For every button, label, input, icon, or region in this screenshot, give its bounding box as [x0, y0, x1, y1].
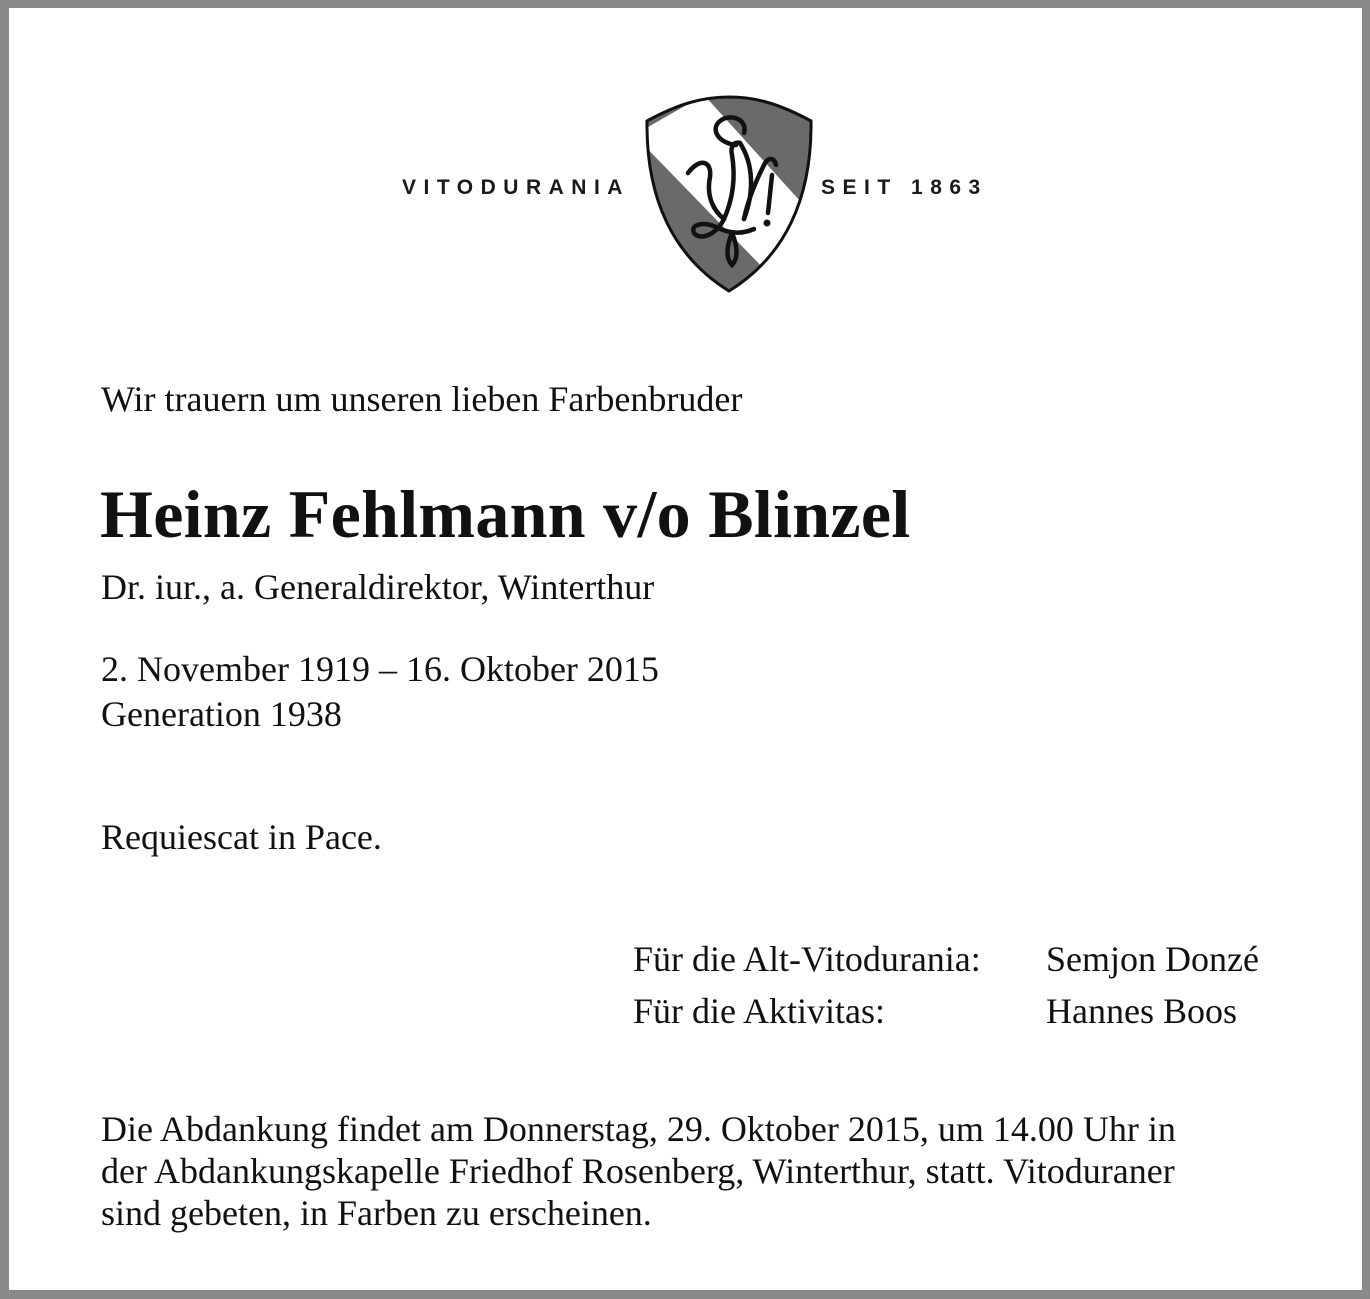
- signature-name-aktivitas: Hannes Boos: [1046, 991, 1237, 1031]
- funeral-line: sind gebeten, in Farben zu erscheinen.: [101, 1193, 652, 1233]
- intro-text: Wir trauern um unseren lieben Farbenbruder: [101, 379, 743, 419]
- shield-crest-icon: [644, 95, 814, 293]
- closing-text: Requiescat in Pace.: [101, 817, 382, 857]
- generation-text: Generation 1938: [101, 694, 342, 734]
- funeral-line: Die Abdankung findet am Donnerstag, 29. Oktober 2015, um 14.00 Uhr in: [101, 1109, 1176, 1149]
- funeral-notice: [101, 1108, 1301, 1234]
- deceased-titles: Dr. iur., a. Generaldirektor, Winterthur: [101, 567, 655, 607]
- logo-left-text: VITODURANIA: [402, 176, 630, 199]
- logo-right-text: SEIT 1863: [821, 176, 988, 199]
- signature-name-alt: Semjon Donzé: [1046, 939, 1259, 979]
- deceased-name: Heinz Fehlmann v/o Blinzel: [100, 476, 911, 552]
- signature-label-aktivitas: Für die Aktivitas:: [633, 991, 885, 1031]
- signature-label-alt: Für die Alt-Vitodurania:: [633, 939, 981, 979]
- funeral-line: der Abdankungskapelle Friedhof Rosenberg, Winterthur, statt. Vitoduraner: [101, 1151, 1175, 1191]
- life-dates: 2. November 1919 – 16. Oktober 2015: [101, 649, 659, 689]
